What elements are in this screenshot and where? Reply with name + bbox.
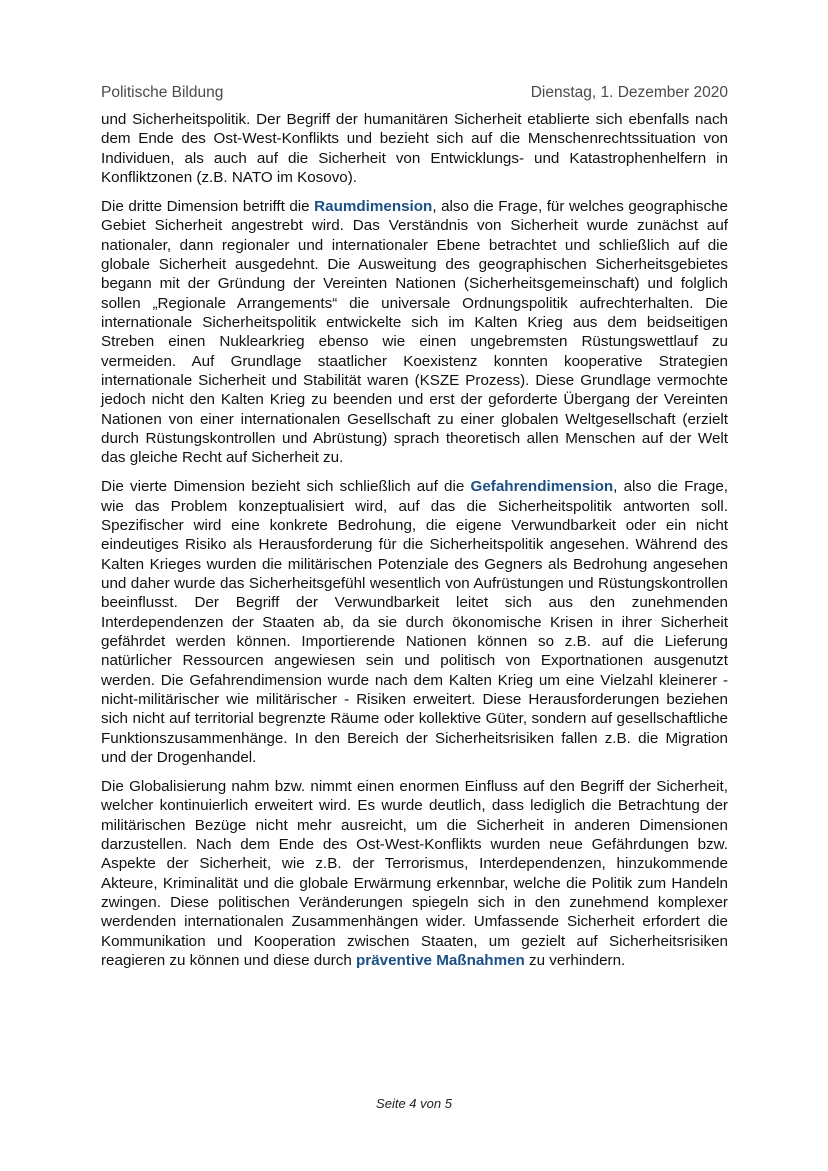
paragraph-text: zu verhindern. — [524, 951, 626, 969]
paragraph-humanitarian-security — [101, 110, 728, 187]
header-date: Dienstag, 1. Dezember 2020 — [530, 84, 728, 101]
page-number: Seite 4 von 5 — [376, 1096, 452, 1111]
paragraph-text: Die dritte Dimension betrifft die — [101, 197, 315, 215]
paragraph-globalization — [101, 777, 728, 970]
paragraph-text: und Sicherheitspolitik. Der Begriff der humanitären Sicherheit etablierte sich ebenfalls nach dem Ende des Ost-West-Konflikts und bezieht sich auf die Menschenrechtssituation von Individuen, als auch auf die Sicherheit von Entwicklungs- und Katastrophenhelfern in Konfliktzonen (z.B. NATO im Kosovo). — [101, 111, 728, 187]
paragraph-danger-dimension — [101, 477, 728, 767]
paragraph-text: Die Globalisierung nahm bzw. nimmt einen enormen Einfluss auf den Begriff der Sicherheit, welcher kontinuierlich erweitert wird. Es wurde deutlich, dass lediglich die Betrachtung der militärischen Bezüge nicht mehr ausreicht, um die Sicherheit in anderen Dimensionen darzustellen. Nach dem Ende des Ost-West-Konflikts wurden neue Gefährdungen bzw. Aspekte der Sicherheit, wie z.B. der Terrorismus, Interdependenzen, hinzukommende Akteure, Kriminalität und die globale Erwärmung erkennbar, welche die Politik zum Handeln zwingen. Diese politischen Veränderungen spiegeln sich in den zunehmend komplexer werdenden internationalen Zusammenhängen wider. Umfassende Sicherheit erfordert die Kommunikation und Kooperation zwischen Staaten, um gezielt auf Sicherheitsrisiken reagieren zu können und diese durch — [101, 777, 728, 969]
paragraph-space-dimension — [101, 197, 728, 468]
highlight-praeventive-massnahmen: präventive Maßnahmen — [356, 951, 525, 969]
paragraph-text: , also die Frage, für welches geographische Gebiet Sicherheit angestrebt wird. Das Verständnis von Sicherheit wurde zunächst auf nationaler, dann regionaler und internationaler Ebene betrachtet und schließlich auf die globale Sicherheit ausgedehnt. Die Ausweitung des geographischen Sicherheitsgebietes begann mit der Gründung der Vereinten Nationen (Sicherheitsgemeinschaft) und folglich sollen „Regionale Arrangements“ die universale Ordnungspolitik aufrechterhalten. Die internationale Sicherheitspolitik entwickelte sich im Kalten Krieg aus dem beidseitigen Streben einen Nuklearkrieg ebenso wie einen ungebremsten Rüstungswettlauf zu vermeiden. Auf Grundlage staatlicher Koexistenz konnten kooperative Strategien internationale Sicherheit und Stabilität waren (KSZE Prozess). Diese Grundlage vermochte jedoch nicht den Kalten Krieg zu beenden und erst der geforderte Übergang der Vereinten Nationen von einer internationalen Gesellschaft zu einer globalen Weltgesellschaft (erzielt durch Rüstungskontrollen und Abrüstung) sprach theoretisch allen Menschen auf der Welt das gleiche Recht auf Sicherheit zu. — [101, 197, 728, 467]
header-subject: Politische Bildung — [101, 84, 224, 101]
paragraph-text: , also die Frage, wie das Problem konzeptualisiert wird, auf das die Sicherheitspolitik antworten soll. Spezifischer wird eine konkrete Bedrohung, die eigene Verwundbarkeit oder ein nicht eindeutiges Risiko als Herausforderung für die Sicherheitspolitik angesehen. Während des Kalten Krieges wurden die militärischen Potenziale des Gegners als Bedrohung angesehen und daher wurde das Sicherheitsgefühl wesentlich von Aufrüstungen und Rüstungskontrollen beeinflusst. Der Begriff der Verwundbarkeit leitet sich aus den zunehmenden Interdependenzen der Staaten ab, da sie durch ökonomische Krisen in ihrer Sicherheit gefährdet werden können. Importierende Nationen können so z.B. auf die Lieferung natürlicher Ressourcen angewiesen sein und politisch von Exportnationen ausgenutzt werden. Die Gefahrendimension wurde nach dem Kalten Krieg um eine Vielzahl kleinerer - nicht-militärischer wie militärischer - Risiken erweitert. Diese Herausforderungen beziehen sich nicht auf territorial begrenzte Räume oder kollektive Güter, sondern auf gesellschaftliche Funktionszusammenhänge. In den Bereich der Sicherheitsrisiken fallen z.B. die Migration und der Drogenhandel. — [101, 478, 728, 766]
page-header — [101, 84, 728, 102]
highlight-gefahrendimension: Gefahrendimension — [470, 478, 614, 496]
document-body — [101, 110, 728, 980]
paragraph-text: Die vierte Dimension bezieht sich schließlich auf die — [101, 478, 471, 496]
highlight-raumdimension: Raumdimension — [314, 197, 433, 215]
